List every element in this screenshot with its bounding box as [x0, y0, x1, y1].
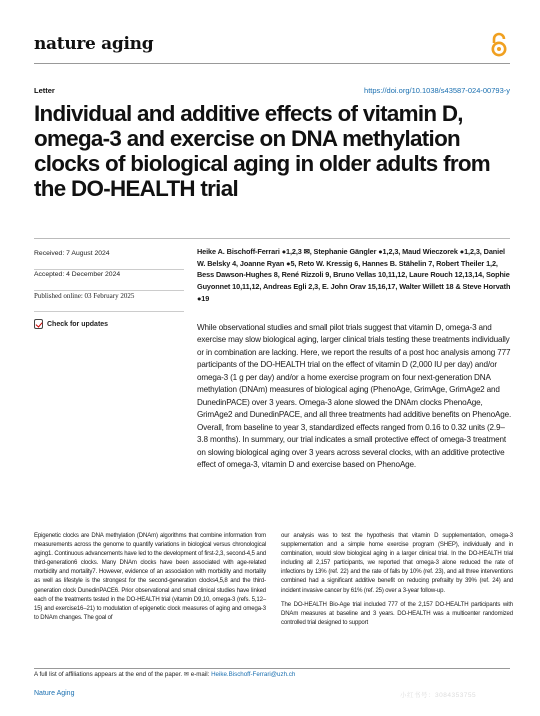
watermark: 小红书号：3084353755	[400, 692, 477, 699]
doi-link[interactable]: https://doi.org/10.1038/s43587-024-00793-y	[364, 86, 510, 95]
body-column-right	[281, 532, 513, 628]
author-list[interactable]: Heike A. Bischoff-Ferrari ●1,2,3 ✉, Stephanie Gängler ●1,2,3, Maud Wieczorek ●1,2,3, Daniel W. Belsky 4, Joanne Ryan ●5, Reto W. Kressig 6, Hannes B. Stähelin 7, Robert Theiler 1,2, Bess Dawson-Hughes 8, René Rizzoli 9, Bruno Vellas 10,11,12, Laure Rouch 12,13,14, Sophie Guyonnet 10,11,12, Andreas Egli 2,3, E. John Orav 15,16,17, Walter Willett 18 & Steve Horvath ●19	[197, 247, 511, 303]
check-updates-icon	[34, 319, 43, 329]
footer-journal-name[interactable]: Nature Aging	[34, 690, 75, 697]
published-date: Published online: 03 February 2025	[34, 291, 184, 312]
body-paragraph: Epigenetic clocks are DNA methylation (DNAm) algorithms that combine information from measurements across the genome to quantify variations in biological versus chronological aging1. Continuous advancements have led to the development of first-2,3, second-4,5 and third-generation6 clocks. Many DNAm clocks have been associated with age-related morbidity and mortality7. However, evidence of an association with morbidity and mortality as well as lifestyle is the strongest for the second-generation clocks4,5,8 and the third-generation clock DunedinPACE6. Prior observational and small clinical studies have linked each of the treatments tested in the DO-HEALTH trial (vitamin D9,10, omega-3 (refs. 5,12–15) and exercise16–21) to modulation of epigenetic clock measures of aging and omega-3 to DNAm changes. The goal of	[34, 533, 266, 621]
footnote-divider	[34, 668, 510, 669]
accepted-date: Accepted: 4 December 2024	[34, 270, 184, 291]
header-divider	[34, 63, 510, 64]
article-meta	[34, 86, 510, 98]
publication-dates	[34, 249, 184, 332]
open-access-icon	[488, 32, 510, 58]
title-divider	[34, 238, 510, 239]
article-type: Letter	[34, 86, 55, 95]
abstract: While observational studies and small pilot trials suggest that vitamin D, omega-3 and exercise may slow biological aging, larger clinical trials testing these treatments individually or in combination are lacking. Here, we report the results of a post hoc analysis among 777 participants of the DO-HEALTH trial on the effect of vitamin D (2,000 IU per day) and/or omega-3 (1 g per day) and/or a home exercise program on four next-generation DNA methylation (DNAm) measures of biological aging (PhenoAge, GrimAge, GrimAge2 and DunedinPACE) over 3 years. Omega-3 alone slowed the DNAm clocks PhenoAge, GrimAge2 and DunedinPACE, and all three treatments had additive benefits on PhenoAge. Overall, from baseline to year 3, standardized effects ranged from 0.16 to 0.32 units (2.9–3.8 months). In summary, our trial indicates a small protective effect of omega-3 treatment on slowing biological aging over 3 years across several clocks, with an additive protective effect of omega-3, vitamin D and exercise based on PhenoAge.	[197, 323, 512, 469]
affiliations-note: A full list of affiliations appears at the end of the paper.	[34, 671, 184, 678]
body-paragraph: our analysis was to test the hypothesis that vitamin D supplementation, omega-3 supplementation and a simple home exercise program (SHEP), individually and in combination, would slow biological aging in a larger clinical trial. In the DO-HEALTH trial including all 2,157 participants, we reported that omega-3 alone reduced the rate of infections by 13% (ref. 22) and the rate of falls by 10% (ref. 23), and all three interventions combined had a significant additive benefit on reducing prefrailty by 39% (ref. 24) and incident invasive cancer by 61% (ref. 25) over a 3-year follow-up.	[281, 533, 513, 594]
journal-name[interactable]: nature aging	[34, 34, 154, 54]
check-updates-label: Check for updates	[47, 320, 109, 328]
body-paragraph: The DO-HEALTH Bio-Age trial included 777 of the 2,157 DO-HEALTH participants with DNAm measures at baseline and 3 years. DO-HEALTH was a multicenter randomized controlled trial designed to support	[281, 601, 513, 626]
affiliation-footnote	[34, 671, 510, 678]
email-label: ✉ e-mail:	[183, 671, 212, 678]
article-title: Individual and additive effects of vitamin D, omega-3 and exercise on DNA methylation clocks of biological aging in older adults from the DO-HEALTH trial	[34, 101, 491, 201]
body-column-left	[34, 532, 266, 623]
journal-header	[34, 30, 510, 64]
received-date: Received: 7 August 2024	[34, 249, 184, 270]
corresponding-email-link[interactable]: Heike.Bischoff-Ferrari@uzh.ch	[211, 671, 296, 678]
check-updates-button[interactable]	[34, 316, 184, 332]
